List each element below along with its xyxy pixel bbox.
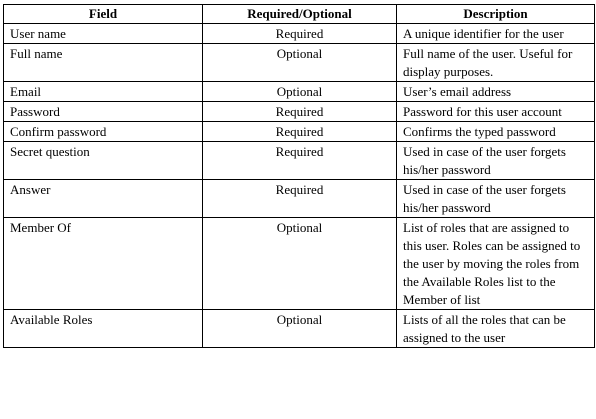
table-row: [4, 44, 595, 82]
required-cell: Optional: [203, 218, 397, 310]
description-cell: Used in case of the user forgets his/her password: [397, 180, 595, 218]
field-cell: Password: [4, 102, 203, 122]
field-cell: Secret question: [4, 142, 203, 180]
required-cell: Required: [203, 180, 397, 218]
field-cell: Answer: [4, 180, 203, 218]
required-cell: Required: [203, 102, 397, 122]
header-required-optional: Required/Optional: [203, 5, 397, 24]
required-cell: Required: [203, 122, 397, 142]
required-cell: Required: [203, 24, 397, 44]
required-cell: Required: [203, 142, 397, 180]
field-cell: Email: [4, 82, 203, 102]
description-cell: A unique identifier for the user: [397, 24, 595, 44]
table-row: [4, 180, 595, 218]
description-cell: Used in case of the user forgets his/her password: [397, 142, 595, 180]
header-row: [4, 5, 595, 24]
field-cell: Available Roles: [4, 310, 203, 348]
field-cell: Full name: [4, 44, 203, 82]
description-cell: List of roles that are assigned to this user. Roles can be assigned to the user by moving the roles from the Available Roles list to the Member of list: [397, 218, 595, 310]
table-row: [4, 102, 595, 122]
table-row: [4, 82, 595, 102]
field-cell: Confirm password: [4, 122, 203, 142]
header-field: Field: [4, 5, 203, 24]
required-cell: Optional: [203, 82, 397, 102]
description-cell: Full name of the user. Useful for display purposes.: [397, 44, 595, 82]
header-description: Description: [397, 5, 595, 24]
description-cell: Lists of all the roles that can be assigned to the user: [397, 310, 595, 348]
field-cell: User name: [4, 24, 203, 44]
description-cell: Confirms the typed password: [397, 122, 595, 142]
table-row: [4, 122, 595, 142]
table-row: [4, 310, 595, 348]
required-cell: Optional: [203, 310, 397, 348]
description-cell: User’s email address: [397, 82, 595, 102]
description-cell: Password for this user account: [397, 102, 595, 122]
table-row: [4, 218, 595, 310]
fields-table: [3, 4, 595, 348]
table-row: [4, 142, 595, 180]
required-cell: Optional: [203, 44, 397, 82]
table-row: [4, 24, 595, 44]
field-cell: Member Of: [4, 218, 203, 310]
